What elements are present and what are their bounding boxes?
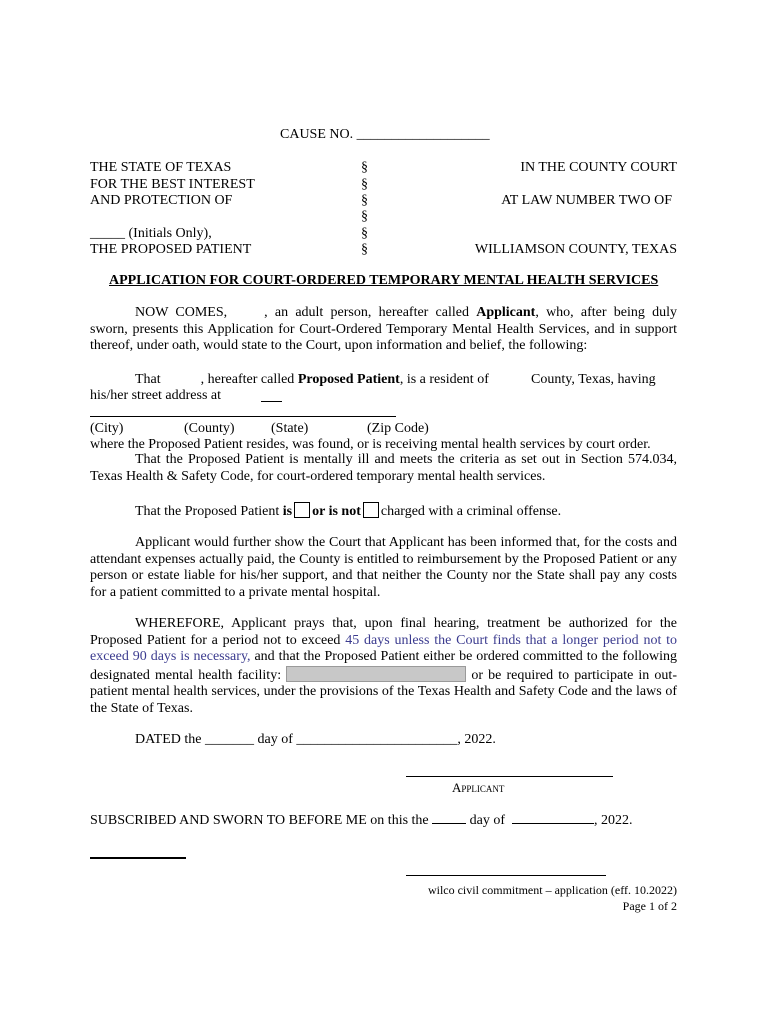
section-symbol: §	[361, 193, 368, 208]
applicant-label: Applicant	[452, 780, 505, 795]
para1-text-c: , who, after being duly sworn, presents this Application for Court-Ordered Temporary Mental Health Services, and in support thereof, under oath, would state to the Court, upon information and belief, the following:	[90, 305, 678, 353]
address-line[interactable]	[90, 416, 396, 417]
caption-left-line-2: FOR THE BEST INTEREST	[90, 177, 255, 192]
para2-text-b: , is a resident of	[399, 372, 489, 387]
address-label-city: (City)	[90, 421, 124, 436]
caption-right-county: WILLIAMSON COUNTY, TEXAS	[474, 242, 677, 257]
para2-county-text: County, Texas, having	[531, 372, 656, 387]
para2-that: That	[135, 372, 161, 387]
para5-text-b: charged with a criminal offense.	[380, 504, 562, 519]
facility-input-field[interactable]	[286, 666, 466, 682]
sworn-month-blank[interactable]	[512, 823, 594, 824]
paragraph-mentally-ill: That the Proposed Patient is mentally ill and meets the criteria as set out in Section 574.034, Texas Health & Safety Code, for court-ordered temporary mental health services.	[90, 452, 677, 484]
footer-form-id: wilco civil commitment – application (eff. 10.2022)	[427, 883, 677, 897]
sworn-text-a: SUBSCRIBED AND SWORN TO BEFORE ME on this the	[90, 813, 429, 828]
period-clause: 45 days unless the Court finds that a longer period not to exceed 90 days is necessary,	[90, 632, 678, 664]
notary-signature-line[interactable]	[406, 875, 606, 876]
section-symbol: §	[361, 160, 368, 175]
paragraph-reimbursement: Applicant would further show the Court that Applicant has been informed that, for the costs and attendant expenses actually paid, the County is entitled to reimbursement by the Proposed Patient or any person or estate liable for his/her support, and that neither the County nor the State shall pay any costs for a patient committed to a private mental hospital.	[90, 535, 677, 600]
para5-text-a: That the Proposed Patient	[135, 504, 280, 519]
caption-left-line-3: AND PROTECTION OF	[90, 193, 233, 208]
is-not-checkbox[interactable]	[363, 502, 379, 518]
para7-text-c: or be required to participate in out-patient mental health services, under the provisions of the Texas Health and Safety Code and the laws of the State of Texas.	[90, 667, 677, 716]
footer-page-number: Page 1 of 2	[622, 899, 677, 913]
sworn-day-blank[interactable]	[432, 823, 466, 824]
caption-right-court: IN THE COUNTY COURT	[520, 160, 677, 175]
is-not-label: or is not	[312, 504, 361, 519]
subscribed-sworn-line	[90, 812, 633, 829]
para2-text-a: , hereafter called	[200, 372, 295, 387]
section-symbol: §	[361, 242, 368, 257]
address-label-zip: (Zip Code)	[367, 421, 429, 436]
paragraph-resides: where the Proposed Patient resides, was found, or is receiving mental health services by court order.	[90, 437, 651, 452]
is-label: is	[282, 504, 293, 519]
para7-text-a: WHEREFORE, Applicant prays that, upon final hearing, treatment be authorized for the Proposed Patient for a period not to exceed	[90, 616, 677, 648]
address-label-county: (County)	[184, 421, 235, 436]
para1-text-b: , an adult person, hereafter called	[264, 305, 469, 320]
sworn-text-b: day of	[469, 813, 506, 828]
caption-left-line-1: THE STATE OF TEXAS	[90, 160, 232, 175]
paragraph-criminal-offense	[135, 502, 561, 520]
dated-line: DATED the _______ day of _______________________, 2022.	[135, 732, 496, 747]
address-blank-short[interactable]	[261, 401, 282, 402]
cause-number: CAUSE NO. ___________________	[280, 127, 490, 142]
proposed-patient-term: Proposed Patient	[297, 372, 400, 387]
address-label-state: (State)	[271, 421, 309, 436]
para2-address-text: his/her street address at	[90, 388, 222, 403]
caption-right-law-number: AT LAW NUMBER TWO OF	[501, 193, 672, 208]
para7-text-b: and that the Proposed Patient either be ordered committed to the following designated mental health facility:	[90, 649, 677, 683]
notary-seal-line[interactable]	[90, 857, 186, 859]
caption-left-line-6: THE PROPOSED PATIENT	[90, 242, 252, 257]
section-symbol: §	[361, 209, 368, 224]
document-title: APPLICATION FOR COURT-ORDERED TEMPORARY MENTAL HEALTH SERVICES	[109, 273, 659, 288]
paragraph-that-line-1	[135, 371, 489, 388]
section-symbol: §	[361, 226, 368, 241]
applicant-term: Applicant	[476, 305, 536, 320]
paragraph-now-comes	[90, 305, 677, 355]
paragraph-wherefore	[90, 616, 677, 717]
para1-text-a: NOW COMES,	[135, 305, 228, 320]
caption-left-initials: _____ (Initials Only),	[90, 226, 212, 241]
section-symbol: §	[361, 177, 368, 192]
is-checkbox[interactable]	[294, 502, 310, 518]
sworn-text-c: , 2022.	[594, 813, 633, 828]
applicant-signature-line[interactable]	[406, 776, 613, 777]
